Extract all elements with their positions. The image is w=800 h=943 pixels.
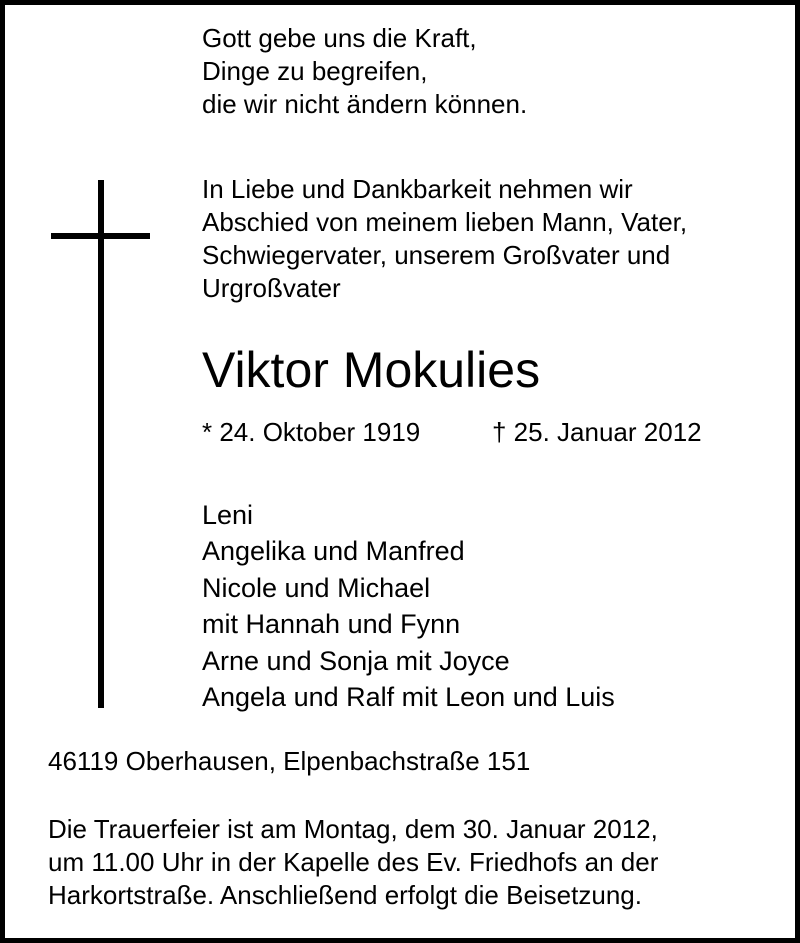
verse-line: die wir nicht ändern können.: [202, 89, 528, 119]
mourner: Arne und Sonja mit Joyce: [202, 645, 510, 676]
verse-line: Dinge zu begreifen,: [202, 56, 428, 86]
mourner: mit Hannah und Fynn: [202, 609, 461, 640]
mourner: Leni: [202, 500, 254, 530]
ceremony-info: [48, 813, 658, 912]
ceremony-line: Harkortstraße. Anschließend erfolgt die Beisetzung.: [48, 880, 642, 910]
verse: [202, 22, 527, 121]
cross-icon: [98, 180, 104, 708]
mourners-list: [202, 497, 615, 715]
cross-icon-crossbar: [51, 233, 150, 239]
mourner: Nicole und Michael: [202, 572, 431, 603]
deceased-name: Viktor Mokulies: [202, 342, 541, 398]
birth-date: * 24. Oktober 1919: [202, 417, 421, 447]
intro-line: In Liebe und Dankbarkeit nehmen wir: [202, 174, 633, 204]
intro-line: Schwiegervater, unserem Großvater und: [202, 240, 671, 270]
intro-line: Urgroßvater: [202, 273, 341, 303]
death-date: † 25. Januar 2012: [492, 417, 702, 447]
mourner: Angelika und Manfred: [202, 536, 465, 567]
intro-line: Abschied von meinem lieben Mann, Vater,: [202, 207, 688, 237]
address: 46119 Oberhausen, Elpenbachstraße 151: [48, 746, 531, 776]
intro-text: [202, 173, 687, 305]
ceremony-line: um 11.00 Uhr in der Kapelle des Ev. Friedhofs an der: [48, 847, 659, 877]
ceremony-line: Die Trauerfeier ist am Montag, dem 30. Januar 2012,: [48, 814, 658, 844]
mourner: Angela und Ralf mit Leon und Luis: [202, 682, 615, 713]
verse-line: Gott gebe uns die Kraft,: [202, 23, 477, 53]
